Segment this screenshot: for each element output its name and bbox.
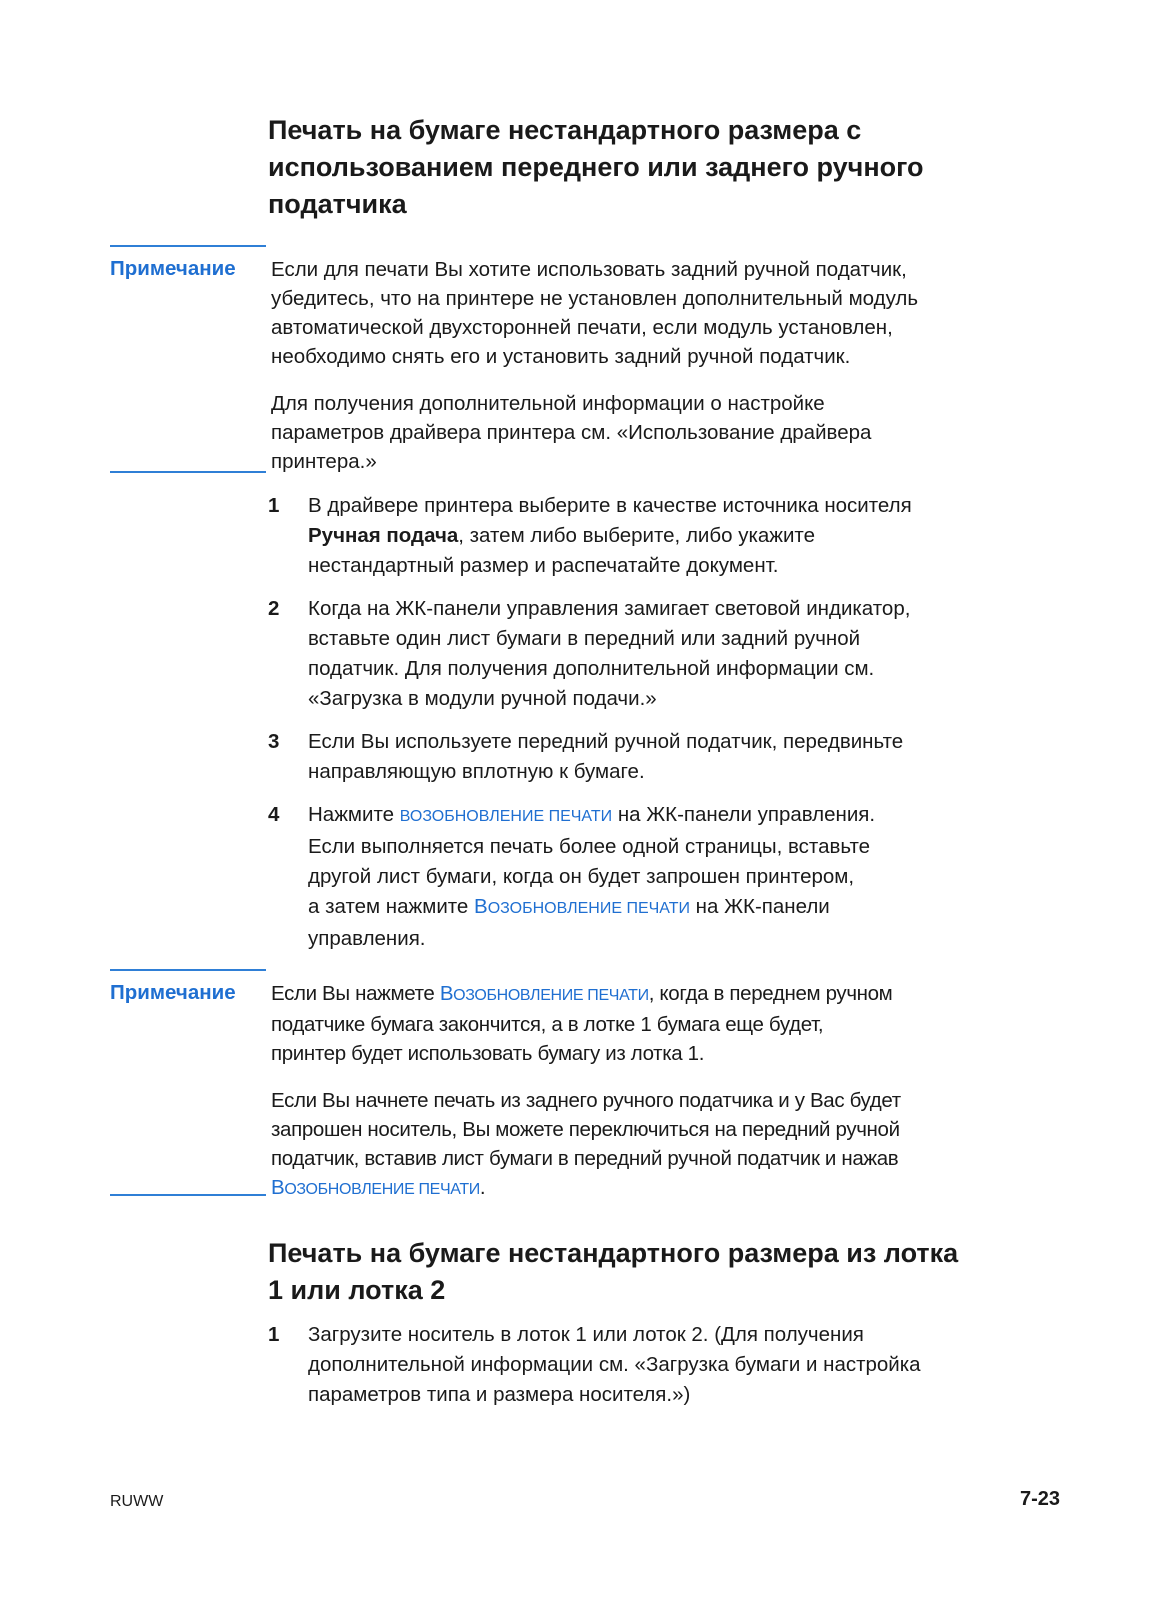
step-number: 4 [268, 803, 280, 826]
note-top-rule [110, 969, 266, 971]
text-line: убедитесь, что на принтере не установлен дополнительный модуль [271, 287, 919, 310]
note-top-rule [110, 245, 266, 247]
note-paragraph [271, 389, 1061, 476]
text-line: на ЖК-панели управления. [612, 803, 876, 826]
note-body [271, 979, 1061, 1222]
control-panel-key: ВОЗОБНОВЛЕНИЕ ПЕЧАТИ [399, 808, 613, 825]
steps-list-2 [268, 1320, 1058, 1423]
text-line: нестандартный размер и распечатайте документ. [308, 554, 779, 577]
control-panel-key: ВОЗОБНОВЛЕНИЕ ПЕЧАТИ [474, 895, 690, 918]
text-line: податчик. Для получения дополнительной информации см. [308, 657, 875, 680]
step-text [308, 800, 1058, 954]
title-line: использованием переднего или заднего ручного [268, 152, 924, 182]
note-paragraph [271, 1086, 1061, 1204]
text-line: необходимо снять его и установить задний ручной податчик. [271, 345, 851, 368]
title-line: 1 или лотка 2 [268, 1275, 446, 1305]
title-line: податчика [268, 189, 407, 219]
text-line: а затем нажмите [308, 895, 475, 918]
text-line: направляющую вплотную к бумаге. [308, 760, 645, 783]
text-line: параметров типа и размера носителя.») [308, 1383, 691, 1406]
section-title-custom-tray [268, 1235, 1068, 1309]
note-paragraph [271, 979, 1061, 1068]
note-label: Примечание [110, 257, 236, 280]
step-number: 3 [268, 730, 280, 753]
note-block-2 [110, 969, 1060, 1199]
text-line: принтер будет использовать бумагу из лотка 1. [271, 1042, 705, 1065]
step-number: 1 [268, 1323, 280, 1346]
list-item [268, 1320, 1058, 1410]
note-label: Примечание [110, 981, 236, 1004]
list-item [268, 491, 1058, 581]
note-bottom-rule [110, 471, 266, 473]
text-line: управления. [308, 927, 426, 950]
text-line: Для получения дополнительной информации о настройке [271, 392, 825, 415]
control-panel-key: ВОЗОБНОВЛЕНИЕ ПЕЧАТИ [271, 1176, 480, 1199]
text-line: Загрузите носитель в лоток 1 или лоток 2. (Для получения [308, 1323, 864, 1346]
text-line: вставьте один лист бумаги в передний или задний ручной [308, 627, 861, 650]
text-line: другой лист бумаги, когда он будет запрошен принтером, [308, 865, 855, 888]
text-line: Если выполняется печать более одной страницы, вставьте [308, 835, 871, 858]
list-item [268, 594, 1058, 714]
text-line: Если Вы используете передний ручной податчик, передвиньте [308, 730, 904, 753]
step-text [308, 727, 1058, 787]
step-text [308, 491, 1058, 581]
text-line: параметров драйвера принтера см. «Использование драйвера [271, 421, 872, 444]
text-line: Если Вы начнете печать из заднего ручного податчика и у Вас будет [271, 1089, 901, 1112]
step-number: 2 [268, 597, 280, 620]
text-line: автоматической двухсторонней печати, если модуль установлен, [271, 316, 893, 339]
step-text [308, 594, 1058, 714]
text-line: податчик, вставив лист бумаги в передний ручной податчик и нажав [271, 1147, 899, 1170]
title-line: Печать на бумаге нестандартного размера с [268, 115, 862, 145]
text-line: принтера.» [271, 450, 377, 473]
list-item [268, 727, 1058, 787]
text-line: запрошен носитель, Вы можете переключиться на передний ручной [271, 1118, 900, 1141]
text-line: Если для печати Вы хотите использовать задний ручной податчик, [271, 258, 907, 281]
section-title-custom-manual-feed [268, 112, 1068, 223]
text-line: Если Вы нажмете [271, 982, 440, 1005]
text-line: «Загрузка в модули ручной подачи.» [308, 687, 657, 710]
text-line: Нажмите [308, 803, 400, 826]
text-line: податчике бумага закончится, а в лотке 1 бумага еще будет, [271, 1013, 824, 1036]
control-panel-key: ВОЗОБНОВЛЕНИЕ ПЕЧАТИ [439, 982, 649, 1005]
note-paragraph [271, 255, 1061, 371]
text-line: . [479, 1176, 486, 1199]
note-block-1 [110, 245, 1060, 475]
title-line: Печать на бумаге нестандартного размера из лотка [268, 1238, 959, 1268]
list-item [268, 800, 1058, 954]
note-bottom-rule [110, 1194, 266, 1196]
text-line: , затем либо выберите, либо укажите [458, 524, 815, 547]
step-number: 1 [268, 494, 280, 517]
step-text [308, 1320, 1058, 1410]
text-line: дополнительной информации см. «Загрузка бумаги и настройка [308, 1353, 921, 1376]
text-line: В драйвере принтера выберите в качестве источника носителя [308, 494, 912, 517]
ui-option-name: Ручная подача [308, 524, 459, 547]
footer-doc-code: RUWW [110, 1493, 164, 1510]
text-line: Когда на ЖК-панели управления замигает световой индикатор, [308, 597, 911, 620]
text-line: , когда в переднем ручном [648, 982, 893, 1005]
steps-list-1 [268, 491, 1058, 967]
text-line: на ЖК-панели [689, 895, 830, 918]
page-number: 7-23 [1019, 1488, 1060, 1510]
note-body [271, 255, 1061, 494]
